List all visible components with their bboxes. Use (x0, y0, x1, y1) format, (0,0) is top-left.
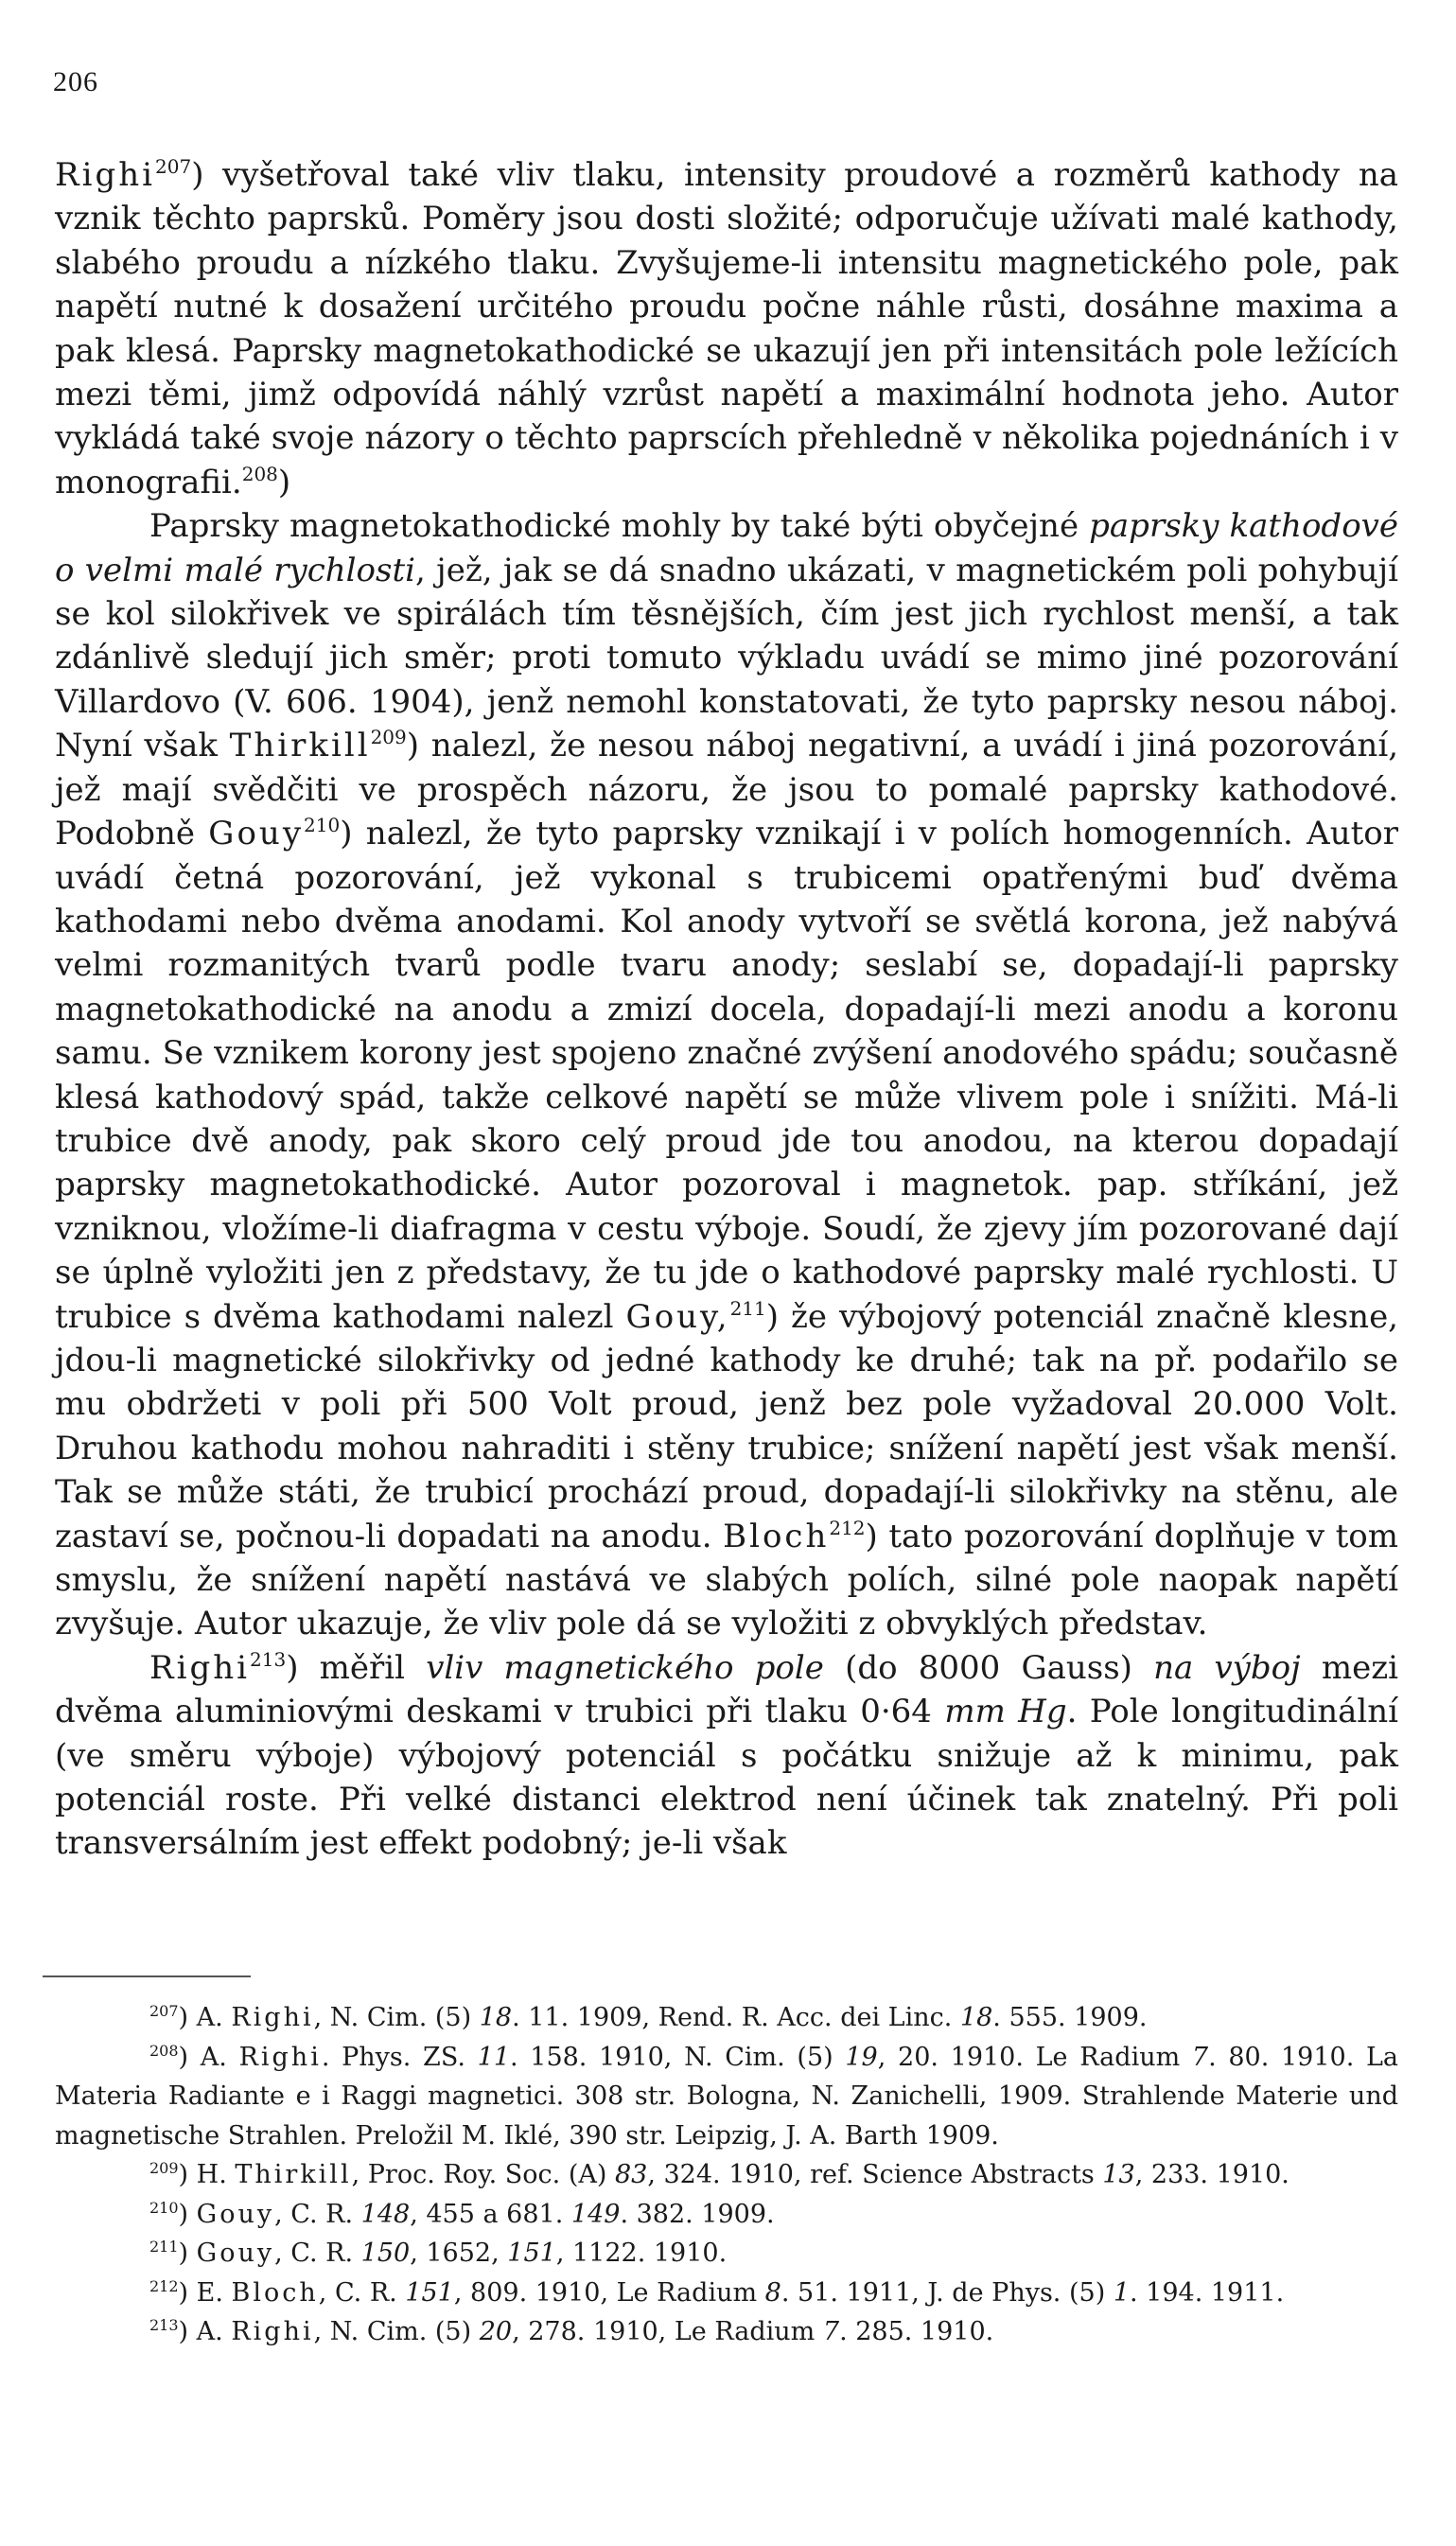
text-run: , 324. 1910, ref. Science Abstracts (647, 2160, 1103, 2189)
text-run: ) nalezl, že tyto paprsky vznikají i v polích homogenních. Autor uvádí četná pozorování, jež vykonal s trubicemi opatřenými buď dvěma kathodami nebo dvěma anodami. Kol anody vytvoří se světlá korona, jež nabývá velmi rozmanitých tvarů podle tvaru anody; seslabí se, dopadají-li paprsky magnetokathodické na anodu a zmizí docela, dopadají-li mezi anodu a koronu samu. Se vznikem korony jest spojeno značné zvýšení anodového spádu; současně klesá kathodový spád, takže celkové napětí se může vlivem pole i snížiti. Má-li trubice dvě anody, pak skoro celý proud jde tou anodou, na kterou dopadají paprsky magnetokathodické. Autor pozoroval i magnetok. pap. stříkání, jež vzniknou, vložíme-li diafragma v cestu výboje. Soudí, že zjevy jím pozorované dají se úplně vyložiti jen z představy, že tu jde o kathodové paprsky malé rychlosti. U trubice s dvěma kathodami nalezl (55, 815, 1398, 1336)
text-run: . 285. 1910. (839, 2317, 994, 2346)
emphasis-text: 18 (479, 2003, 513, 2032)
text-run: . 11. 1909, Rend. R. Acc. dei Linc. (512, 2003, 960, 2032)
text-run: . 80. 1910. La Materia Radiante e i Raggi magnetici. 308 str. Bologna, N. Zanichelli, 1909. Strahlende Materie und magnetische Strahlen. Preložil M. Iklé, 390 str. Leipzig, J. A. Barth 1909. (55, 2042, 1399, 2151)
text-run: ) nalezl, že nesou náboj negativní, a uvádí i jiná pozorování, jež mají svědčiti ve prospěch názoru, že jsou to pomalé paprsky kathodové. Podobně (55, 727, 1398, 853)
emphasis-text: 151 (405, 2277, 454, 2308)
emphasis-text: 7 (1191, 2042, 1209, 2072)
emphasis-text: 7 (822, 2317, 840, 2346)
note-ref: 210 (304, 814, 341, 837)
paragraph-2 (55, 504, 1398, 1646)
text-run: ) měřil (286, 1648, 427, 1687)
text-run: . Phys. ZS. (321, 2042, 478, 2072)
author-name: Righi (238, 2042, 322, 2072)
emphasis-text: 8 (764, 2277, 781, 2308)
emphasis-text: 150 (360, 2239, 411, 2268)
text-run: ) tato pozorování doplňuje v tom smyslu, že snížení napětí nastává ve slabých polích, silné pole naopak napětí zvyšuje. Autor ukazuje, že vliv pole dá se vyložiti z obvyklých představ. (55, 1517, 1399, 1643)
author-name: Thirkill (229, 727, 371, 765)
author-name: Righi (231, 2317, 314, 2346)
text-run: ) A. (178, 2317, 232, 2346)
author-name: Bloch (723, 1517, 830, 1555)
text-run: , C. R. (318, 2277, 406, 2308)
note-ref: 209 (370, 726, 407, 749)
note-ref: 213 (149, 2316, 179, 2334)
footnotes (55, 1998, 1398, 2352)
text-run: . 382. 1909. (620, 2199, 775, 2229)
main-text (55, 153, 1398, 1866)
note-ref: 213 (250, 1647, 287, 1671)
emphasis-text: 19 (845, 2042, 878, 2072)
text-run: , N. Cim. (5) (313, 2317, 480, 2346)
footnote-211 (55, 2234, 1398, 2274)
footnote-209 (55, 2155, 1398, 2195)
text-run: (do 8000 Gauss) (823, 1648, 1154, 1687)
text-run: ) vyšetřoval také vliv tlaku, intensity proudové a rozměrů kathody na vznik těchto paprsků. Poměry jsou dosti složité; odporučuje užívati malé kathody, slabého proudu a nízkého tlaku. Zvyšujeme-li intensitu magnetického pole, pak napětí nutné k dosažení určitého proudu počne náhle růsti, dosáhne maxima a pak klesá. Paprsky magnetokathodické se ukazují jen při intensitách pole ležících mezi těmi, jimž odpovídá náhlý vzrůst napětí a maximální hodnota jeho. Autor vykládá také svoje názory o těchto paprscích přehledně v několika pojednáních i v monografii. (55, 156, 1398, 501)
text-run: , 809. 1910, Le Radium (453, 2277, 765, 2308)
author-name: Righi (231, 2003, 314, 2032)
emphasis-text: 1 (1113, 2277, 1130, 2308)
note-ref: 211 (149, 2238, 179, 2256)
text-run: . Pole longitudinální (ve směru výboje) výbojový potenciál s počátku snižuje až k minimu, pak potenciál roste. Při velké distanci elektrod není účinek tak znatelný. Při poli transversálním jest effekt podobný; je-li však (55, 1693, 1399, 1863)
author-name: Gouy (208, 815, 305, 853)
author-name: Bloch (231, 2277, 319, 2308)
text-run: , jež, jak se dá snadno ukázati, v magnetickém poli pohybují se kol silokřivek ve spirálách tím těsnějších, čím jest jich rychlost menší, a tak zdánlivě sledují jich směr; proti tomuto výkladu uvádí se mimo jiné pozorování Villardovo (V. 606. 1904), jenž nemohl konstatovati, že tyto paprsky nesou náboj. Nyní však (55, 551, 1398, 765)
footnote-207 (55, 1998, 1398, 2038)
text-run: ) A. (178, 2042, 239, 2072)
note-ref: 210 (149, 2198, 179, 2217)
note-ref: 207 (149, 2002, 179, 2020)
note-ref: 209 (149, 2159, 179, 2177)
text-run: ) (178, 2239, 197, 2268)
note-ref: 211 (729, 1296, 766, 1320)
emphasis-text: 149 (570, 2199, 621, 2229)
emphasis-text: 18 (959, 2003, 993, 2032)
footnote-208 (55, 2038, 1398, 2156)
text-run: ) E. (178, 2277, 232, 2308)
text-run: , 20. 1910. Le Radium (877, 2042, 1192, 2072)
emphasis-text: 148 (360, 2199, 411, 2229)
footnote-210 (55, 2195, 1398, 2235)
text-run: , 1122. 1910. (555, 2239, 728, 2268)
emphasis-text: paprsky kathodové o velmi malé rychlosti (55, 507, 1398, 589)
text-run: , C. R. (274, 2239, 361, 2268)
text-run: ) H. (178, 2160, 236, 2189)
note-ref: 207 (155, 155, 192, 178)
paragraph-1 (55, 153, 1398, 504)
text-run: . 555. 1909. (992, 2003, 1148, 2032)
emphasis-text: vliv magnetického pole (426, 1648, 824, 1687)
text-run: , 233. 1910. (1134, 2160, 1289, 2189)
text-run: . 51. 1911, J. de Phys. (5) (781, 2277, 1114, 2308)
text-run: , 455 a 681. (410, 2199, 571, 2229)
text-run: ) že výbojový potenciál značně klesne, jdou-li magnetické silokřivky od jedné kathody ke druhé; tak na př. podařilo se mu obdržeti v poli při 500 Volt proud, jenž bez pole vyžadoval 20.000 Volt. Druhou kathodu mohou nahraditi i stěny trubice; snížení napětí jest však menší. Tak se může státi, že trubicí prochází proud, dopadají-li silokřivky na stěnu, ale zastaví se, počnou-li dopadati na anodu. (55, 1297, 1398, 1555)
emphasis-text: 151 (507, 2239, 556, 2268)
author-name: Gouy (196, 2199, 275, 2229)
text-run: , 1652, (410, 2239, 508, 2268)
paragraph-3 (55, 1646, 1398, 1866)
text-run: , C. R. (274, 2199, 361, 2229)
emphasis-text: 13 (1102, 2160, 1135, 2189)
text-run: , N. Cim. (5) (313, 2003, 480, 2032)
text-run: Paprsky magnetokathodické mohly by také býti obyčejné (149, 507, 1090, 546)
text-run: , 278. 1910, Le Radium (512, 2317, 823, 2346)
emphasis-text: mm Hg (944, 1693, 1067, 1731)
text-run: . 194. 1911. (1130, 2277, 1285, 2308)
note-ref: 208 (241, 462, 278, 485)
footnote-divider (43, 1975, 251, 1977)
text-run: mezi dvěma aluminiovými deskami v trubici při tlaku 0·64 (55, 1648, 1398, 1731)
text-run: , Proc. Roy. Soc. (A) (351, 2160, 615, 2189)
emphasis-text: 20 (479, 2317, 513, 2346)
author-name: Righi (149, 1648, 251, 1687)
author-name: Gouy (196, 2239, 275, 2268)
emphasis-text: na výboj (1153, 1648, 1301, 1687)
text-run: . 158. 1910, N. Cim. (5) (510, 2042, 846, 2072)
emphasis-text: 11 (477, 2042, 510, 2072)
author-name: , (716, 1297, 730, 1336)
text-run: ) (178, 2199, 197, 2229)
author-name: Gouy (625, 1297, 717, 1336)
text-run: ) (277, 463, 291, 501)
author-name: Thirkill (235, 2160, 352, 2189)
text-run: ) A. (178, 2003, 232, 2032)
footnote-213 (55, 2312, 1398, 2352)
note-ref: 208 (149, 2041, 179, 2060)
emphasis-text: 83 (614, 2160, 648, 2189)
page-number: 206 (53, 66, 98, 97)
note-ref: 212 (149, 2276, 179, 2295)
author-name: Righi (55, 156, 156, 194)
footnote-212 (55, 2274, 1398, 2313)
note-ref: 212 (829, 1516, 866, 1539)
